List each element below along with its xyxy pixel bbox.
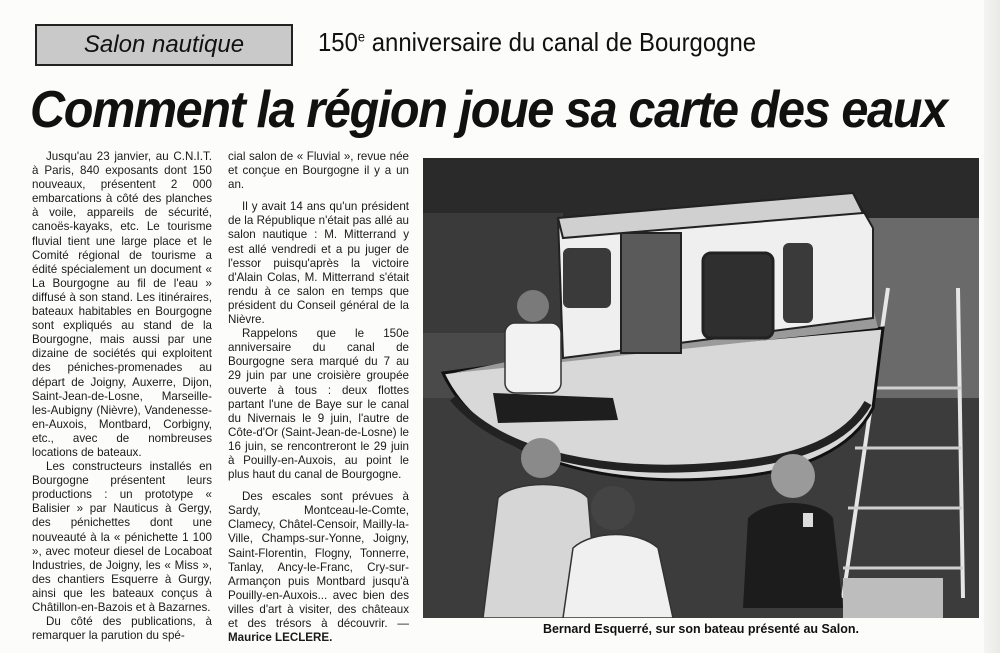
- subtitle-number: 150: [318, 27, 358, 57]
- rubric-label: Salon nautique: [83, 31, 245, 58]
- photo: [423, 158, 979, 618]
- article-column-2: [228, 150, 409, 645]
- paragraph: Jusqu'au 23 janvier, au C.N.I.T. à Paris, 840 exposants dont 150 nouveaux, présentent 2 000 embarcations à côté des planches à voile, appareils de sécurité, canoës-kayaks, etc. Le tourisme fluvial tient une large place et le Comité régional de tourisme a édité spécialement un document « La Bourgogne au fil de l'eau » diffusé à son stand. Les itinéraires, bateaux habitables en Bourgogne sont expliqués au stand de la Bourgogne, mais aussi par une dizaine de sociétés qui exploitent des péniches-promenades au départ de Joigny, Auxerre, Dijon, Saint-Jean-de-Losne, Marseille-les-Aubigny (Nièvre), Vandenesse-en-Auxois, Montbard, Corbigny, etc., avec de nombreuses locations de bateaux.: [32, 150, 212, 459]
- paragraph: Du côté des publications, à remarquer la parution du spé-: [32, 615, 212, 643]
- page-edge: [984, 0, 1000, 653]
- headline: Comment la région joue sa carte des eaux: [30, 81, 947, 139]
- photo-caption: Bernard Esquerré, sur son bateau présenté au Salon.: [542, 622, 860, 636]
- article-column-1: [32, 150, 212, 643]
- paragraph: Il y avait 14 ans qu'un président de la République n'était pas allé au salon nautique : M. Mitterrand y est allé vendredi et a pu juger de l'essor puisqu'après la victoire d'Alain Colas, M. Mitterrand s'était rendu à ce salon en temps que président du Conseil général de la Nièvre.: [228, 200, 409, 327]
- paragraph: [228, 490, 409, 645]
- paragraph-text: Des escales sont prévues à Sardy, Montceau-le-Comte, Clamecy, Châtel-Censoir, Mailly-la-Ville, Champs-sur-Yonne, Joigny, Saint-Florentin, Flogny, Tonnerre, Tanlay, Ancy-le-Franc, Cry-sur-Armançon puis Montbard jusqu'à Pouilly-en-Auxois... avec bien des villes d'art à visiter, des châteaux et des trésors à découvrir. —: [228, 490, 409, 630]
- paragraph: cial salon de « Fluvial », revue née et conçue en Bourgogne il y a un an.: [228, 150, 409, 192]
- paragraph: Les constructeurs installés en Bourgogne présentent leurs productions : un prototype « Balisier » par Nauticus à Gergy, des pénichettes dont une nouveauté à la « pénichette 1 100 », avec moteur diesel de Locaboat Industries, de Joigny, les « Miss », des chantiers Esquerre à Gurgy, ainsi que les bateaux conçus à Châtillon-en-Bazois et à Bazarnes.: [32, 460, 212, 614]
- subtitle-superscript: e: [357, 28, 366, 45]
- article-subtitle: [318, 27, 756, 58]
- boat-photo-illustration: [423, 158, 979, 618]
- paragraph: Rappelons que le 150e anniversaire du canal de Bourgogne sera marqué du 7 au 29 juin par une croisière groupée ouverte à tous : deux flottes partant l'une de Baye sur le canal du Nivernais le 9 juin, l'autre de Côte-d'Or (Saint-Jean-de-Losne) le 16 juin, se rencontreront le 29 juin à Pouilly-en-Auxois, au point le plus haut du canal de Bourgogne.: [228, 327, 409, 482]
- section-rubric: [35, 24, 293, 66]
- subtitle-text: anniversaire du canal de Bourgogne: [365, 27, 757, 57]
- byline: Maurice LECLERE.: [228, 631, 333, 645]
